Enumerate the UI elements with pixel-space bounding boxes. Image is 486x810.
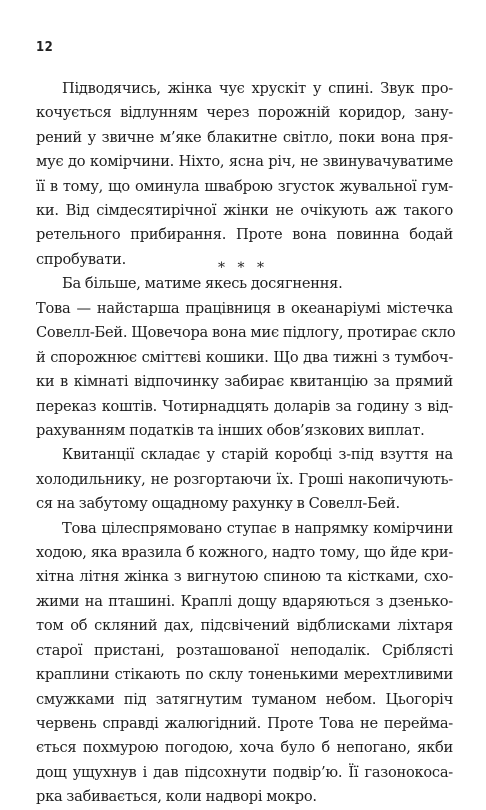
text-line: Това цілеспрямовано ступає в напрямку комірчини xyxy=(62,519,453,537)
text-line: рахуванням податків та інших обов’язкових виплат. xyxy=(36,422,425,440)
text-line: жими на пташині. Краплі дощу вдаряються з дзенько- xyxy=(36,592,453,610)
text-line: ється похмурою погодою, хоча було б непогано, якби xyxy=(36,739,453,757)
text-line: переказ коштів. Чотирнадцять доларів за годину з від- xyxy=(36,397,453,415)
text-line: Ба більше, матиме якесь досягнення. xyxy=(62,275,343,293)
text-line: ки. Від сімдесятирічної жінки не очікують аж такого xyxy=(36,202,453,220)
paragraph-a1 xyxy=(36,77,453,272)
text-line: її в тому, що оминула шваброю згусток жувальної гум- xyxy=(36,177,453,195)
text-line: смужками під затягнутим туманом небом. Цьогоріч xyxy=(36,690,453,708)
text-line: старої пристані, розташованої неподалік. Сріблясті xyxy=(36,641,453,659)
text-line: Квитанції складає у старій коробці з-під взуття на xyxy=(62,446,453,464)
text-line: мує до комірчини. Ніхто, ясна річ, не звинувачуватиме xyxy=(36,153,453,171)
text-line: Това — найстарша працівниця в океанаріумі містечка xyxy=(36,300,453,317)
text-line: краплини стікають по склу тоненькими мерехтливими xyxy=(36,666,453,684)
text-line: Совелл-Бей. Щовечора вона миє підлогу, протирає скло xyxy=(36,324,456,342)
paragraph-b3 xyxy=(36,517,453,810)
text-line: ретельного прибирання. Проте вона повинна бодай xyxy=(36,226,453,244)
text-line: рений у звичне м’яке блакитне світло, поки вона пря- xyxy=(36,128,453,146)
paragraph-b2 xyxy=(36,443,453,516)
text-line: ходою, яка вразила б кожного, надто тому, що йде кри- xyxy=(36,544,453,562)
text-line: й спорожнює сміттєві кошики. Що два тижні з тумбоч- xyxy=(36,348,453,366)
text-line: червень справді жалюгідний. Проте Това не перейма- xyxy=(36,714,453,732)
text-line: спробувати. xyxy=(36,250,127,268)
text-line: рка забивається, коли надворі мокро. xyxy=(36,788,317,806)
text-line: дощ ущухнув і дав підсохнути подвір’ю. Її газонокоса- xyxy=(36,763,453,781)
text-line: Підводячись, жінка чує хрускіт у спині. Звук про- xyxy=(62,80,453,97)
text-line: ки в кімнаті відпочинку забирає квитанцію за прямий xyxy=(36,373,453,391)
text-line: ся на забутому ощадному рахунку в Совелл-Бей. xyxy=(36,495,400,513)
text-line: том об скляний дах, підсвічений відблисками ліхтаря xyxy=(36,617,453,635)
text-line: хітна літня жінка з вигнутою спиною та кістками, схо- xyxy=(36,568,453,586)
text-line: холодильнику, не розгортаючи їх. Гроші накопичують- xyxy=(36,470,453,488)
page-number: 12 xyxy=(36,40,54,55)
text-line: кочується відлунням через порожній коридор, зану- xyxy=(36,104,453,122)
section-separator: * * * xyxy=(218,260,268,276)
section-b xyxy=(36,297,456,810)
paragraph-b1 xyxy=(36,297,456,443)
